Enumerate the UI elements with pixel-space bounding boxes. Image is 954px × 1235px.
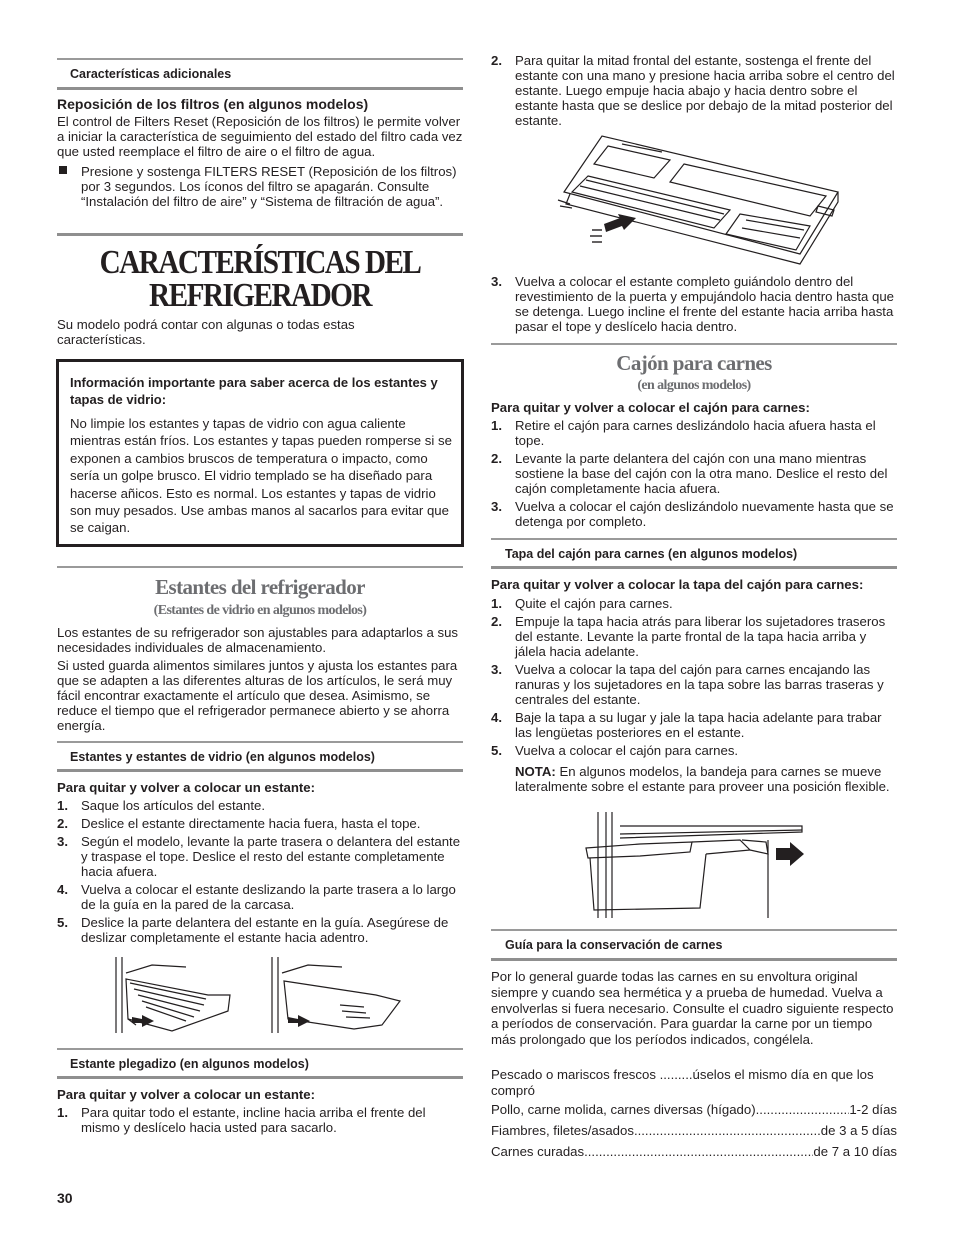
- shelf-removal-illustration: [112, 955, 412, 1035]
- list-item: 1. Saque los artículos del estante.: [57, 798, 266, 813]
- list-item: 2. Empuje la tapa hacia atrás para liberar los sujetadores traseros del estante. Levante la parte frontal de la tapa hacia arriba y jálela hacia adelante.: [491, 614, 886, 659]
- guide-row: Pollo, carne molida, carnes diversas (hígado) ..... 1-2 días: [491, 1102, 897, 1117]
- list-item: 2. Deslice el estante directamente hacia fuera, hasta el tope.: [57, 816, 421, 831]
- meat-drawer-subtitle: (en algunos modelos): [637, 378, 751, 393]
- filters-bullet-text: Presione y sostenga FILTERS RESET (Reposición de los filtros) por 3 segundos. Los íconos del filtro se apagarán. Consulte “Instalación del filtro de aire” y “Sistema de filtración de agua”.: [81, 164, 457, 209]
- rule: [491, 538, 897, 540]
- meat-steps-list: [491, 418, 897, 532]
- list-item: 4. Baje la tapa a su lugar y jale la tapa hacia adelante para trabar las lengüetas posteriores en el estante.: [491, 710, 882, 740]
- meat-drawer-illustration: [580, 810, 810, 920]
- note-text: NOTA: En algunos modelos, la bandeja para carnes se mueve lateralmente sobre el estante para proveer una posición flexible.: [515, 764, 890, 794]
- shelves-paragraph-2: Si usted guarda alimentos similares juntos y ajusta los estantes para que se adapten a las diferentes alturas de los artículos, le será muy fácil encontrar exactamente el artículo que desea. Asimismo, se reduce el tiempo que el refrigerador permanece abierto y se ahorra energía.: [57, 658, 458, 733]
- folding-shelf-illustration: [550, 130, 850, 265]
- intro-text: Su modelo podrá contar con algunas o todas estas características.: [57, 317, 355, 347]
- list-item: 3. Vuelva a colocar el estante completo guiándolo dentro del revestimiento de la puerta y empujándolo hacia dentro hasta que se detenga. Luego incline el frente del estante hacia arriba hasta pasar el tope y deslícelo hacia dentro.: [491, 274, 895, 334]
- section-header-meat-guide: Guía para la conservación de carnes: [505, 938, 723, 952]
- rule: [57, 741, 463, 743]
- rule: [57, 566, 463, 568]
- rule: [57, 1076, 463, 1079]
- list-item: 5. Vuelva a colocar el cajón para carnes.: [491, 743, 739, 758]
- list-item: 3. Vuelva a colocar el cajón deslizándolo nuevamente hasta que se detenga por completo.: [491, 499, 894, 529]
- shelves-title: Estantes del refrigerador: [155, 575, 365, 599]
- list-item: 2. Levante la parte delantera del cajón con una mano mientras sostiene la base del cajón con la otra mano. Deslice el resto del cajón completamente hacia afuera.: [491, 451, 888, 496]
- list-item: 5. Deslice la parte delantera del estante en la guía. Asegúrese de deslizar completamente el estante hacia adentro.: [57, 915, 449, 945]
- bullet-square-icon: [59, 166, 67, 174]
- rule: [57, 87, 463, 90]
- rule: [491, 343, 897, 345]
- guide-row: Fiambres, filetes/asados ..... de 3 a 5 días: [491, 1123, 897, 1138]
- fold-steps-continued: [491, 53, 897, 131]
- rule: [57, 1048, 463, 1050]
- section-header-folding-shelf: Estante plegadizo (en algunos modelos): [70, 1057, 309, 1071]
- rule: [491, 929, 897, 931]
- filters-heading: Reposición de los filtros (en algunos modelos): [57, 96, 369, 112]
- cover-steps-list: [491, 596, 897, 761]
- rule: [57, 58, 463, 60]
- meat-howto: Para quitar y volver a colocar el cajón para carnes:: [491, 400, 810, 415]
- rule: [491, 958, 897, 961]
- section-header-drawer-cover: Tapa del cajón para carnes (en algunos modelos): [505, 547, 798, 561]
- page-title: [57, 246, 463, 312]
- list-item: 1. Retire el cajón para carnes deslizándolo hacia afuera hasta el tope.: [491, 418, 876, 448]
- section-header-glass-shelves: Estantes y estantes de vidrio (en algunos modelos): [70, 750, 375, 764]
- shelves-subtitle: (Estantes de vidrio en algunos modelos): [153, 603, 367, 618]
- warning-body: No limpie los estantes y tapas de vidrio con agua caliente mientras están fríos. Los estantes y tapas pueden romperse si se exponen a cambios bruscos de temperatura o impacto, como sería un golpe brusco. El vidrio templado se ha diseñado para hacerse añicos. Esto es normal. Los estantes y tapas de vidrio son muy pesados. Use ambas manos al sacarlos para evitar que se caigan.: [70, 416, 452, 536]
- section-header-additional: Características adicionales: [70, 67, 232, 81]
- list-item: 3. Vuelva a colocar la tapa del cajón para carnes encajando las ranuras y los sujetadores en la tapa sobre las barras traseras y centrales del estante.: [491, 662, 884, 707]
- rule: [57, 769, 463, 772]
- guide-paragraph: Por lo general guarde todas las carnes en su envoltura original siempre y cuando sea hermética y a prueba de humedad. Vuelva a envolverlas si fuera necesario. Consulte el cuadro siguiente respecto a períodos de conservación. Para guardar la carne por un tiempo más prolongado que los períodos indicados, congélela.: [491, 969, 894, 1048]
- list-item: 3. Según el modelo, levante la parte trasera o delantera del estante y traspase el tope. Deslice el resto del estante completamente hacia afuera.: [57, 834, 461, 879]
- list-item: 1. Quite el cajón para carnes.: [491, 596, 673, 611]
- cover-howto: Para quitar y volver a colocar la tapa del cajón para carnes:: [491, 577, 864, 592]
- glass-steps-list: [57, 798, 463, 948]
- rule: [491, 566, 897, 569]
- guide-row: Carnes curadas ..... de 7 a 10 días: [491, 1144, 897, 1159]
- page-title-line2: REFRIGERADOR: [149, 277, 371, 314]
- fold-step-3: [491, 274, 897, 337]
- meat-drawer-title: Cajón para carnes: [616, 351, 772, 375]
- list-item: 1. Para quitar todo el estante, incline hacia arriba el frente del mismo y deslícelo hacia usted para sacarlo.: [57, 1105, 426, 1135]
- note-label: NOTA:: [515, 764, 556, 779]
- list-item: 2. Para quitar la mitad frontal del estante, sostenga el frente del estante con una mano y presione hacia arriba sobre el centro del estante. Luego empuje hacia abajo y hacia dentro sobre el estante hasta que se deslice por debajo de la mitad posterior del estante.: [491, 53, 895, 128]
- glass-howto: Para quitar y volver a colocar un estante:: [57, 780, 315, 795]
- page-number: 30: [57, 1190, 73, 1206]
- filters-bullet: [57, 164, 463, 209]
- guide-fish-row: Pescado o mariscos frescos .........úselos el mismo día en que los compró: [491, 1067, 874, 1098]
- rule: [57, 233, 463, 236]
- warning-heading: Información importante para saber acerca de los estantes y tapas de vidrio:: [70, 375, 438, 407]
- shelves-paragraph-1: Los estantes de su refrigerador son ajustables para adaptarlos a sus necesidades individuales de almacenamiento.: [57, 625, 458, 655]
- filters-body: El control de Filters Reset (Reposición de los filtros) le permite volver a iniciar la característica de seguimiento del estado del filtro cada vez que usted reemplace el filtro de aire o el filtro de agua.: [57, 114, 463, 159]
- warning-box: [56, 359, 464, 547]
- page-title-line1: CARACTERÍSTICAS DEL: [99, 244, 421, 281]
- fold-howto: Para quitar y volver a colocar un estante:: [57, 1087, 315, 1102]
- fold-steps-list: [57, 1105, 463, 1138]
- list-item: 4. Vuelva a colocar el estante deslizando la parte trasera a lo largo de la guía en la pared de la carcasa.: [57, 882, 456, 912]
